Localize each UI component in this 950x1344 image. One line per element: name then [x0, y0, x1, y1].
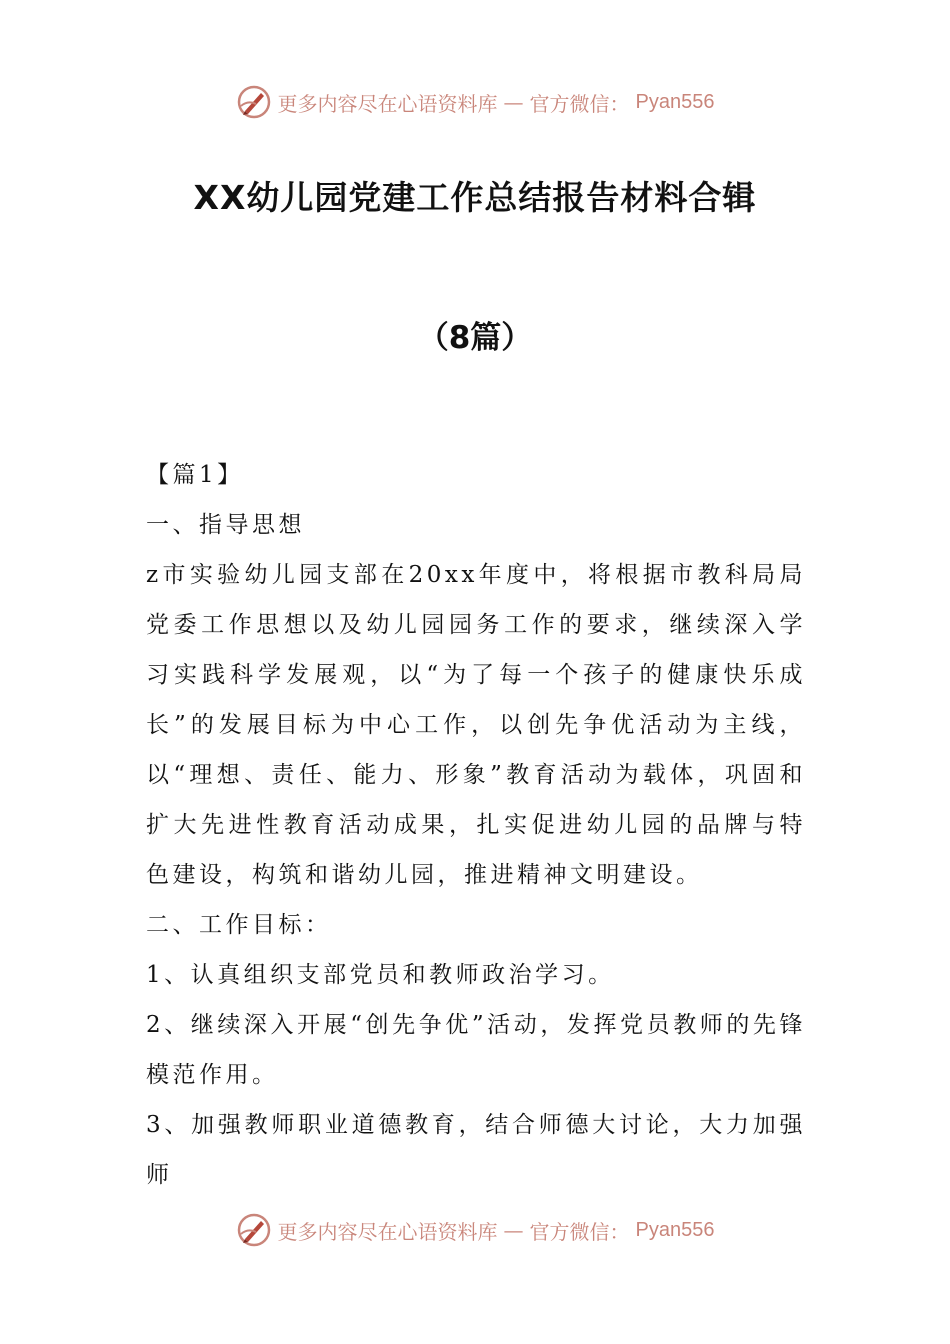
document-body — [146, 450, 806, 1200]
pen-logo-icon — [236, 84, 272, 120]
goal-item-1: 1、认真组织支部党员和教师政治学习。 — [146, 962, 615, 988]
section-label: 【篇1】 — [146, 462, 244, 488]
goal-item-2: 2、继续深入开展“创先争优”活动，发挥党员教师的先锋模范作用。 — [146, 1012, 806, 1088]
heading-work-goals: 二、工作目标： — [146, 912, 332, 938]
watermark-footer — [0, 1212, 950, 1248]
watermark-id: Pyan556 — [635, 1218, 715, 1241]
watermark-label: 官方微信： — [529, 1219, 630, 1244]
document-subtitle: （8篇） — [417, 320, 533, 356]
watermark-separator: — — [503, 90, 524, 114]
heading-guiding-ideology: 一、指导思想 — [146, 512, 305, 538]
watermark-separator: — — [503, 1218, 524, 1242]
goal-item-3: 3、加强教师职业道德教育，结合师德大讨论，大力加强师 — [146, 1112, 806, 1188]
watermark-header — [0, 84, 950, 120]
paragraph-guiding-ideology: z市实验幼儿园支部在20xx年度中，将根据市教科局局党委工作思想以及幼儿园园务工作的要求，继续深入学习实践科学发展观，以“为了每一个孩子的健康快乐成长”的发展目标为中心工作，以创先争优活动为主线，以“理想、责任、能力、形象”教育活动为载体，巩固和扩大先进性教育活动成果，扎实促进幼儿园的品牌与特色建设，构筑和谐幼儿园，推进精神文明建设。 — [146, 562, 806, 888]
document-title: XX幼儿园党建工作总结报告材料合辑 — [193, 178, 757, 217]
watermark-id: Pyan556 — [635, 90, 715, 113]
watermark-label: 官方微信： — [529, 91, 630, 116]
pen-logo-icon — [236, 1212, 272, 1248]
watermark-text: 更多内容尽在心语资料库 — [277, 91, 498, 116]
watermark-text: 更多内容尽在心语资料库 — [277, 1219, 498, 1244]
